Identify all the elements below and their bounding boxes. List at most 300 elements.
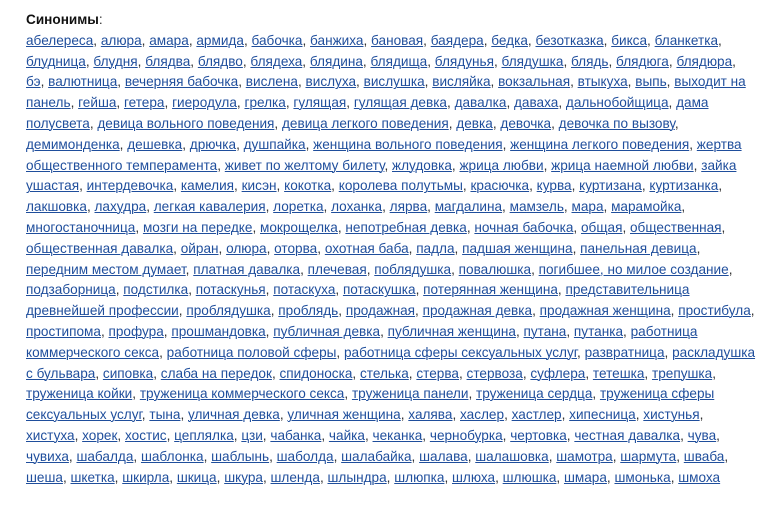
synonym-link[interactable]: королева полутьмы [338, 178, 463, 194]
synonym-separator: , [252, 219, 257, 235]
synonym-link[interactable]: шкура [224, 469, 263, 485]
synonym-link[interactable]: блядва [145, 53, 191, 69]
synonym-link[interactable]: бановая [371, 32, 424, 48]
synonym-link[interactable]: мозги на передке [142, 219, 253, 235]
synonym-separator: , [119, 136, 124, 152]
synonym-link[interactable]: простипома [26, 323, 101, 339]
synonym-link[interactable]: лоханка [331, 199, 383, 215]
synonym-link[interactable]: безотказка [535, 32, 604, 48]
synonym-separator: , [504, 407, 508, 423]
synonym-link[interactable]: жрица наемной любви [551, 157, 694, 173]
synonym-separator: , [169, 469, 174, 485]
synonym-link[interactable]: марамойка [611, 199, 682, 215]
synonym-link[interactable]: тетешка [592, 365, 645, 381]
synonym-link[interactable]: шкетка [70, 469, 115, 485]
synonym-link[interactable]: шаблынь [211, 448, 270, 464]
synonym-separator: , [366, 261, 371, 277]
synonym-separator: , [444, 469, 449, 485]
synonym-separator: , [70, 95, 75, 111]
synonym-separator: , [693, 157, 698, 173]
synonym-link[interactable]: продажная женщина [539, 303, 671, 319]
synonym-link[interactable]: уличная девка [188, 407, 280, 423]
synonym-separator: , [335, 282, 340, 298]
synonym-link[interactable]: панельная девица [580, 240, 697, 256]
synonym-link[interactable]: вечерняя бабочка [124, 74, 239, 90]
synonym-link[interactable]: девица вольного поведения [97, 115, 275, 131]
synonym-separator: , [531, 261, 535, 277]
synonym-separator: , [676, 448, 681, 464]
synonym-link[interactable]: потаскуха [273, 282, 336, 298]
synonym-link[interactable]: шмонька [614, 469, 671, 485]
synonym-link[interactable]: шлюшка [502, 469, 557, 485]
synonym-separator: , [338, 303, 343, 319]
synonym-link[interactable]: жертва общественного темперамента [26, 136, 742, 173]
synonym-link[interactable]: ойран [180, 240, 219, 256]
synonym-link[interactable]: бикса [611, 32, 648, 48]
synonym-link[interactable]: плечевая [307, 261, 367, 277]
synonym-link[interactable]: честная давалка [574, 427, 681, 443]
synonym-link[interactable]: блядво [197, 53, 243, 69]
synonym-link[interactable]: баядера [430, 32, 484, 48]
synonym-link[interactable]: дешевка [127, 136, 183, 152]
synonym-link[interactable]: охотная баба [324, 240, 409, 256]
synonym-separator: , [141, 32, 146, 48]
synonym-link[interactable]: чернобурка [429, 427, 503, 443]
synonym-link[interactable]: хипесница [569, 407, 636, 423]
synonym-link[interactable]: спидоноска [279, 365, 353, 381]
synonym-link[interactable]: зайка ушастая [26, 157, 737, 194]
synonym-link[interactable]: мамзель [509, 199, 564, 215]
synonym-link[interactable]: хистуха [26, 427, 75, 443]
synonym-link[interactable]: труженица панели [351, 386, 469, 402]
synonyms-heading: Синонимы [26, 12, 99, 27]
synonym-separator: , [570, 74, 574, 90]
synonym-separator: , [515, 323, 520, 339]
synonym-link[interactable]: шкирла [122, 469, 170, 485]
synonym-separator: , [265, 199, 270, 215]
synonym-separator: , [266, 240, 271, 256]
synonym-separator: , [572, 240, 577, 256]
synonym-link[interactable]: шалашовка [475, 448, 549, 464]
synonym-link[interactable]: хаслер [460, 407, 505, 423]
synonym-link[interactable]: трепушка [651, 365, 713, 381]
synonym-link[interactable]: путанка [573, 323, 624, 339]
synonym-separator: , [732, 53, 736, 69]
synonym-link[interactable]: шалава [419, 448, 468, 464]
synonym-separator: , [115, 282, 120, 298]
synonym-link[interactable]: многостаночница [26, 219, 136, 235]
synonym-link[interactable]: шмоха [678, 469, 721, 485]
synonym-link[interactable]: непотребная девка [345, 219, 467, 235]
synonym-link[interactable]: простибула [678, 303, 751, 319]
synonym-link[interactable]: шеша [26, 469, 63, 485]
synonym-separator: , [317, 240, 322, 256]
synonym-separator: , [468, 386, 473, 402]
synonym-separator: , [689, 136, 694, 152]
synonym-separator: , [117, 427, 122, 443]
synonym-separator: , [712, 365, 716, 381]
synonym-link[interactable]: армида [196, 32, 244, 48]
synonym-separator: , [302, 32, 307, 48]
synonym-link[interactable]: блядеха [250, 53, 303, 69]
synonym-separator: , [623, 323, 627, 339]
synonym-link[interactable]: оторва [274, 240, 318, 256]
synonym-link[interactable]: бланкетка [654, 32, 719, 48]
synonym-link[interactable]: стервоза [466, 365, 523, 381]
synonym-link[interactable]: гулящая девка [353, 95, 447, 111]
synonym-separator: , [721, 219, 726, 235]
synonym-separator: , [166, 427, 171, 443]
synonym-link[interactable]: платная давалка [193, 261, 301, 277]
synonym-separator: , [566, 427, 571, 443]
synonym-link[interactable]: лакшовка [26, 199, 87, 215]
synonym-link[interactable]: хистунья [643, 407, 700, 423]
synonym-link[interactable]: подзаборница [26, 282, 116, 298]
synonym-link[interactable]: куртизанка [649, 178, 719, 194]
synonym-link[interactable]: повалюшка [458, 261, 532, 277]
synonym-link[interactable]: работница коммерческого секса [26, 323, 698, 360]
synonym-link[interactable]: красючка [470, 178, 530, 194]
synonym-link[interactable]: ночная бабочка [474, 219, 574, 235]
synonym-link[interactable]: суфлера [530, 365, 586, 381]
synonym-link[interactable]: хостис [124, 427, 167, 443]
synonym-separator: , [380, 323, 384, 339]
synonym-link[interactable]: общественная [630, 219, 722, 235]
synonym-link[interactable]: шлюха [452, 469, 496, 485]
synonym-separator: , [218, 240, 223, 256]
synonym-separator: , [135, 219, 140, 235]
synonym-link[interactable]: халява [408, 407, 453, 423]
synonym-link[interactable]: шлюпка [394, 469, 445, 485]
synonym-separator: , [319, 469, 324, 485]
synonym-link[interactable]: лярва [389, 199, 428, 215]
synonym-link[interactable]: чува [687, 427, 717, 443]
synonym-separator: , [664, 344, 669, 360]
synonym-link[interactable]: чертовка [510, 427, 567, 443]
synonym-separator: , [384, 157, 389, 173]
synonym-link[interactable]: алюра [100, 32, 142, 48]
synonym-separator: , [411, 448, 416, 464]
synonym-link[interactable]: публичная девка [273, 323, 381, 339]
synonym-separator: , [681, 199, 686, 215]
synonym-link[interactable]: девочка [500, 115, 552, 131]
synonym-link[interactable]: шмара [563, 469, 607, 485]
synonym-link[interactable]: кисэн [241, 178, 277, 194]
synonym-link[interactable]: блядина [309, 53, 363, 69]
synonym-link[interactable]: публичная женщина [387, 323, 516, 339]
synonym-separator: , [622, 219, 627, 235]
synonym-link[interactable]: давалка [454, 95, 507, 111]
synonym-link[interactable]: шаблонка [140, 448, 204, 464]
synonym-link[interactable]: шваба [683, 448, 725, 464]
synonym-link[interactable]: падла [416, 240, 455, 256]
synonym-link[interactable]: потерянная женщина [423, 282, 558, 298]
synonym-separator: , [279, 407, 284, 423]
synonym-separator: , [89, 115, 94, 131]
synonym-separator: , [495, 469, 499, 485]
synonym-link[interactable]: курва [536, 178, 572, 194]
synonym-separator: , [529, 178, 533, 194]
synonym-link[interactable]: хастлер [511, 407, 562, 423]
synonym-link[interactable]: потаскушка [342, 282, 416, 298]
synonym-separator: , [467, 448, 472, 464]
synonym-link[interactable]: профура [108, 323, 164, 339]
synonym-separator: , [114, 469, 119, 485]
synonym-link[interactable]: блядунья [434, 53, 494, 69]
synonym-link[interactable]: общественная давалка [26, 240, 174, 256]
synonym-separator: , [180, 407, 185, 423]
synonym-separator: , [603, 32, 608, 48]
synonym-link[interactable]: продажная девка [422, 303, 533, 319]
synonym-link[interactable]: чайка [328, 427, 365, 443]
synonym-separator: , [236, 136, 240, 152]
synonym-separator: , [424, 74, 429, 90]
synonym-link[interactable]: дама полусвета [26, 95, 709, 131]
synonym-link[interactable]: жрица любви [459, 157, 544, 173]
synonym-link[interactable]: проблядь [278, 303, 339, 319]
synonym-link[interactable]: выходит на панель [26, 74, 746, 111]
synonym-separator: , [262, 427, 267, 443]
synonym-link[interactable]: магдалина [434, 199, 503, 215]
synonym-link[interactable]: шармута [620, 448, 677, 464]
synonym-separator: , [216, 469, 221, 485]
synonym-separator: , [493, 53, 498, 69]
synonym-link[interactable]: девица легкого поведения [281, 115, 449, 131]
synonym-link[interactable]: погибшее, но милое создание [538, 261, 729, 277]
synonym-separator: , [271, 365, 276, 381]
synonym-separator: , [164, 95, 169, 111]
synonym-link[interactable]: шаболда [276, 448, 334, 464]
synonyms-panel [26, 10, 758, 488]
synonym-separator: , [159, 344, 163, 360]
synonym-link[interactable]: валютница [48, 74, 118, 90]
synonym-separator: , [95, 365, 100, 381]
synonym-link[interactable]: блядюра [676, 53, 733, 69]
synonym-separator: , [173, 240, 177, 256]
synonym-link[interactable]: гейша [78, 95, 117, 111]
synonym-link[interactable]: даваха [514, 95, 559, 111]
synonym-separator: , [716, 427, 720, 443]
synonym-separator: , [415, 303, 419, 319]
synonym-link[interactable]: развратница [584, 344, 665, 360]
synonym-separator: , [382, 199, 386, 215]
synonym-link[interactable]: поблядушка [374, 261, 452, 277]
synonym-link[interactable]: легкая кавалерия [153, 199, 266, 215]
synonym-link[interactable]: демимонденка [26, 136, 120, 152]
synonym-link[interactable]: блудница [26, 53, 86, 69]
synonym-link[interactable]: слаба на передок [160, 365, 272, 381]
synonym-link[interactable]: чабанка [270, 427, 322, 443]
synonym-link[interactable]: блядь [571, 53, 609, 69]
synonym-link[interactable]: чеканка [372, 427, 423, 443]
synonym-link[interactable]: шамотра [556, 448, 613, 464]
synonym-link[interactable]: подстилка [123, 282, 189, 298]
synonym-separator: , [724, 448, 729, 464]
synonym-separator: , [408, 240, 413, 256]
synonym-separator: , [561, 407, 566, 423]
synonym-link[interactable]: кокотка [284, 178, 332, 194]
synonym-link[interactable]: блядюга [616, 53, 669, 69]
synonym-separator: , [182, 136, 186, 152]
synonym-separator: , [585, 365, 590, 381]
synonym-separator: , [635, 407, 640, 423]
synonym-separator: , [356, 74, 360, 90]
synonym-separator: , [718, 178, 723, 194]
synonym-separator: , [718, 32, 722, 48]
synonym-separator: , [532, 303, 536, 319]
synonym-link[interactable]: шленда [270, 469, 320, 485]
synonym-separator: , [522, 365, 527, 381]
synonym-separator: , [352, 365, 357, 381]
synonym-link[interactable]: шалабайка [341, 448, 412, 464]
synonym-link[interactable]: дрючка [189, 136, 237, 152]
synonym-link[interactable]: куртизана [579, 178, 642, 194]
synonym-separator: , [323, 199, 328, 215]
synonym-separator: , [85, 53, 90, 69]
synonym-link[interactable]: стелька [359, 365, 409, 381]
synonym-link[interactable]: душпайка [243, 136, 306, 152]
synonym-link[interactable]: хорек [82, 427, 118, 443]
synonym-link[interactable]: жлудовка [392, 157, 452, 173]
synonym-link[interactable]: путана [523, 323, 567, 339]
synonym-separator: , [571, 178, 576, 194]
synonym-separator: , [543, 157, 548, 173]
synonym-link[interactable]: бабочка [251, 32, 303, 48]
synonym-separator: , [592, 386, 597, 402]
synonym-separator: , [556, 469, 561, 485]
synonym-link[interactable]: девка [456, 115, 493, 131]
synonym-separator: , [423, 32, 427, 48]
synonym-link[interactable]: женщина вольного поведения [313, 136, 503, 152]
synonym-separator: , [670, 469, 675, 485]
synonym-link[interactable]: представительница древнейшей профессии [26, 282, 690, 319]
synonym-separator: , [68, 448, 73, 464]
synonym-separator: , [408, 365, 413, 381]
synonym-separator: , [203, 448, 208, 464]
synonym-link[interactable]: труженица сферы сексуальных услуг [26, 386, 715, 423]
synonym-link[interactable]: дальнобойщица [565, 95, 669, 111]
synonym-separator: , [265, 282, 270, 298]
synonym-link[interactable]: вислушка [363, 74, 425, 90]
synonym-separator: , [573, 219, 578, 235]
synonym-link[interactable]: продажная [345, 303, 416, 319]
synonym-link[interactable]: уличная женщина [287, 407, 401, 423]
synonym-link[interactable]: блудня [93, 53, 138, 69]
synonym-separator: , [608, 53, 613, 69]
synonym-link[interactable]: стерва [416, 365, 459, 381]
synonym-link[interactable]: абелереса [26, 32, 94, 48]
synonym-separator: , [344, 386, 349, 402]
synonym-link[interactable]: раскладушка с бульвара [26, 344, 756, 381]
synonym-link[interactable]: вислуха [305, 74, 357, 90]
synonym-separator: , [163, 323, 168, 339]
synonym-separator: , [448, 115, 453, 131]
synonym-link[interactable]: лахудра [94, 199, 147, 215]
synonym-link[interactable]: бэ [26, 74, 41, 90]
synonym-link[interactable]: шабалда [76, 448, 134, 464]
synonym-separator: , [300, 261, 304, 277]
synonym-link[interactable]: втыкуха [577, 74, 628, 90]
synonym-link[interactable]: лоретка [273, 199, 324, 215]
synonym-link[interactable]: падшая женщина [462, 240, 573, 256]
synonym-separator: , [502, 136, 507, 152]
synonym-link[interactable]: банжиха [310, 32, 364, 48]
synonym-link[interactable]: шлындра [327, 469, 387, 485]
synonym-separator: , [333, 448, 338, 464]
synonym-link[interactable]: вислена [245, 74, 298, 90]
synonym-separator: , [577, 344, 581, 360]
synonym-separator: , [447, 95, 451, 111]
synonym-separator: , [400, 407, 405, 423]
synonym-separator: , [612, 448, 617, 464]
synonym-link[interactable]: выпь [635, 74, 667, 90]
synonym-separator: , [502, 427, 507, 443]
synonym-link[interactable]: передним местом думает [26, 261, 186, 277]
synonym-link[interactable]: чувиха [26, 448, 69, 464]
synonym-link[interactable]: мара [571, 199, 604, 215]
synonym-link[interactable]: труженица койки [26, 386, 133, 402]
synonym-link[interactable]: девочка по вызову [558, 115, 675, 131]
synonym-link[interactable]: камелия [180, 178, 235, 194]
synonym-separator: , [234, 178, 238, 194]
synonym-link[interactable]: работница половой сферы [166, 344, 337, 360]
synonym-separator: , [141, 407, 146, 423]
synonym-separator: , [451, 157, 456, 173]
synonym-separator: , [270, 303, 275, 319]
synonym-link[interactable]: амара [149, 32, 189, 48]
synonym-separator: , [548, 448, 553, 464]
synonym-link[interactable]: грелка [244, 95, 286, 111]
synonym-link[interactable]: цеплялка [174, 427, 234, 443]
synonym-separator: , [243, 32, 248, 48]
synonym-separator: , [86, 199, 91, 215]
synonym-separator: , [422, 427, 427, 443]
synonym-separator: , [276, 178, 281, 194]
synonym-link[interactable]: шкица [176, 469, 217, 485]
synonym-link[interactable]: блядушка [501, 53, 564, 69]
synonym-link[interactable]: цзи [241, 427, 263, 443]
synonym-separator: , [458, 365, 463, 381]
synonym-link[interactable]: потаскунья [195, 282, 266, 298]
synonym-link[interactable]: прошмандовка [171, 323, 266, 339]
synonym-link[interactable]: гулящая [293, 95, 347, 111]
synonym-link[interactable]: труженица сердца [476, 386, 593, 402]
synonym-link[interactable]: общая [580, 219, 623, 235]
synonym-separator: , [337, 219, 342, 235]
synonym-link[interactable]: живет по желтому билету [224, 157, 385, 173]
synonym-link[interactable]: вокзальная [498, 74, 571, 90]
synonym-link[interactable]: висляйка [432, 74, 491, 90]
synonym-separator: , [363, 32, 368, 48]
synonym-separator: , [668, 53, 673, 69]
synonym-link[interactable]: гетера [123, 95, 165, 111]
synonym-link[interactable]: интердевочка [86, 178, 174, 194]
synonym-link[interactable]: сиповка [102, 365, 154, 381]
synonym-link[interactable]: блядища [370, 53, 428, 69]
synonym-link[interactable]: мокрощелка [260, 219, 338, 235]
synonym-link[interactable]: тына [149, 407, 181, 423]
synonym-link[interactable]: труженица коммерческого секса [139, 386, 345, 402]
synonym-link[interactable]: проблядушка [186, 303, 271, 319]
synonym-separator: , [452, 407, 457, 423]
synonym-link[interactable]: олюра [226, 240, 267, 256]
synonym-link[interactable]: гиеродула [172, 95, 237, 111]
synonym-link[interactable]: женщина легкого поведения [510, 136, 690, 152]
synonym-separator: , [603, 199, 608, 215]
heading-colon: : [98, 12, 103, 27]
synonym-link[interactable]: бедка [491, 32, 528, 48]
synonym-link[interactable]: работница сферы сексуальных услуг [343, 344, 578, 360]
